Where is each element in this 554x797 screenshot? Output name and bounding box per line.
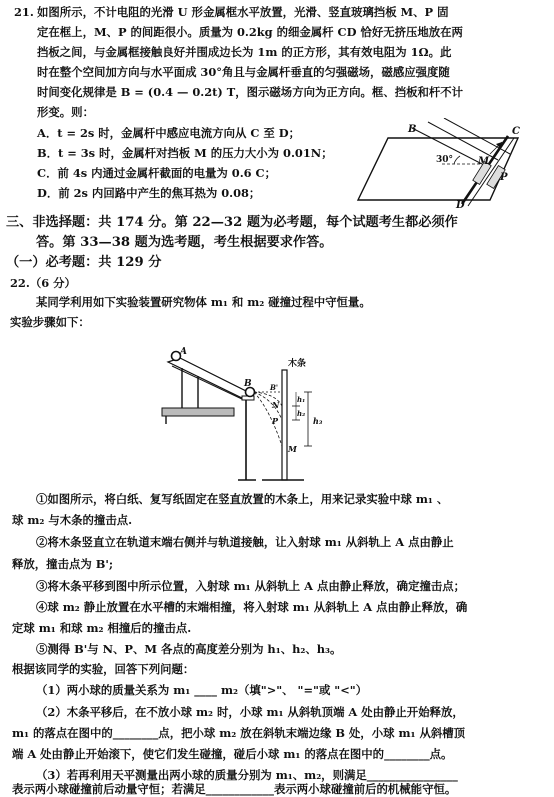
label-P: P (272, 416, 279, 426)
step-line: 定球 m₁ 和球 m₂ 相撞后的撞击点. (12, 621, 192, 635)
label-M: M (478, 156, 490, 167)
label-B-prime: B' (270, 383, 279, 392)
label-h3: h₃ (313, 416, 323, 426)
question-number: 21. (14, 5, 34, 19)
option-d: D．前 2s 内回路中产生的焦耳热为 0.08； (37, 186, 261, 200)
label-N: N (272, 400, 280, 410)
label-angle: 30° (436, 155, 454, 165)
steps-title: 实验步骤如下： (10, 315, 90, 329)
label-C: C (512, 126, 520, 137)
question-text-line: 如图所示，不计电阻的光滑 U 形金属框水平放置，光滑、竖直玻璃挡板 M、P 固 (37, 5, 449, 19)
label-board: 木条 (288, 359, 307, 369)
question-text-line: 挡板之间，与金属框接触良好并围成边长为 1m 的正方形，其有效电阻为 1Ω。此 (37, 45, 452, 59)
subquestion-3-line: （3）若再利用天平测量出两小球的质量分别为 m₁、m₂，则满足________________ (36, 768, 458, 782)
label-M: M (288, 444, 297, 454)
step-line: 球 m₂ 与木条的撞击点. (12, 513, 133, 527)
label-A: A (180, 347, 187, 357)
u-frame-figure (350, 118, 528, 210)
subquestion-2-line: （2）木条平移后，在不放小球 m₂ 时，小球 m₁ 从斜轨顶端 A 处由静止开始释放， (36, 705, 464, 719)
question-text-line: 形变。则： (37, 105, 94, 119)
section-3-title-line: 答。第 33—38 题为选考题，考生根据要求作答。 (36, 235, 333, 250)
instruction-line: 根据该同学的实验，回答下列问题： (12, 662, 195, 676)
option-c: C．前 4s 内通过金属杆截面的电量为 0.6 C； (37, 166, 277, 180)
step-line: ②将木条竖直立在轨道末端右侧并与轨道接触，让入射球 m₁ 从斜轨上 A 点由静止 (36, 535, 454, 549)
step-line: ③将木条平移到图中所示位置，入射球 m₁ 从斜轨上 A 点由静止释放，确定撞击点； (36, 579, 466, 593)
subquestion-1: （1）两小球的质量关系为 m₁ ____ m₂（填">"、 "="或 "<"） (36, 683, 368, 697)
question-number: 22.（6 分） (10, 276, 76, 290)
step-line: 释放，撞击点为 B'; (12, 557, 114, 571)
question-text-line: 定在框上，M、P 的间距很小。质量为 0.2kg 的细金属杆 CD 恰好无挤压地放在两 (37, 25, 463, 39)
subquestion-2-line: m₁ 的落点在图中的________点，把小球 m₂ 放在斜轨末端边缘 B 处，小球 m₁ 从斜槽顶 (12, 726, 466, 740)
step-line: ⑤测得 B'与 N、P、M 各点的高度差分别为 h₁、h₂、h₃。 (36, 642, 342, 656)
label-B: B (408, 124, 417, 135)
question-text-line: 时在整个空间加方向与水平面成 30°角且与金属杆垂直的匀强磁场，磁感应强度随 (37, 65, 450, 79)
section-subtitle: （一）必考题：共 129 分 (6, 255, 162, 270)
section-3-title-line: 三、非选择题：共 174 分。第 22—32 题为必考题，每个试题考生都必须作 (6, 215, 458, 230)
collision-apparatus-figure (158, 340, 380, 488)
label-P: P (500, 172, 508, 183)
option-b: B．t = 3s 时，金属杆对挡板 M 的压力大小为 0.01N； (37, 146, 333, 160)
step-line: ④球 m₂ 静止放置在水平槽的末端相撞，将入射球 m₁ 从斜轨上 A 点由静止释放，确 (36, 600, 468, 614)
question-intro: 某同学利用如下实验装置研究物体 m₁ 和 m₂ 碰撞过程中守恒量。 (36, 295, 371, 309)
subquestion-2-line: 端 A 处由静止开始滚下，使它们发生碰撞，碰后小球 m₁ 的落点在图中的________点。 (12, 747, 453, 761)
label-h2: h₂ (297, 409, 306, 418)
label-D: D (456, 200, 465, 210)
question-text-line: 时间变化规律是 B = (0.4 — 0.2t) T，图示磁场方向为正方向。框、挡板和杆不计 (37, 85, 464, 99)
subquestion-3-line: 表示两小球碰撞前后动量守恒；若满足____________表示两小球碰撞前后的机械能守恒。 (12, 782, 457, 796)
label-B: B (244, 379, 252, 389)
step-line: ①如图所示，将白纸、复写纸固定在竖直放置的木条上，用来记录实验中球 m₁ 、 (36, 492, 449, 506)
label-h1: h₁ (297, 395, 306, 404)
option-a: A．t = 2s 时，金属杆中感应电流方向从 C 至 D； (37, 126, 300, 140)
